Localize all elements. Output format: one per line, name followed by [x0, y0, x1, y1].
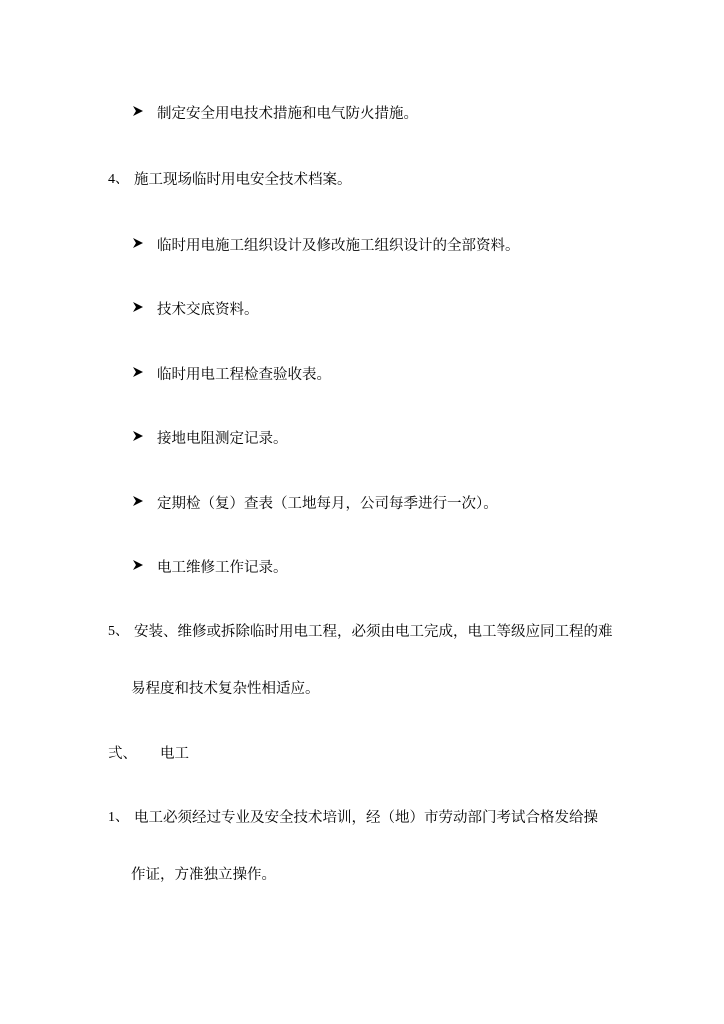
bullet-arrow-icon	[132, 301, 144, 313]
bullet-arrow-icon	[132, 559, 144, 571]
item-text: 电工必须经过专业及安全技术培训，经（地）市劳动部门考试合格发给操	[134, 810, 598, 826]
sub-item-text: 接地电阻测定记录。	[157, 431, 288, 447]
item-text: 安装、维修或拆除临时用电工程，必须由电工完成，电工等级应同工程的难	[134, 624, 613, 640]
bullet-arrow-icon	[132, 430, 144, 442]
section-title: 电工	[160, 746, 189, 762]
item-number: 4、	[108, 172, 129, 187]
bullet-arrow-icon	[132, 366, 144, 378]
bullet-arrow-icon	[132, 105, 144, 117]
item-text: 施工现场临时用电安全技术档案。	[134, 172, 352, 188]
item-number: 1、	[108, 810, 129, 825]
sub-item-text: 临时用电工程检查验收表。	[157, 367, 331, 383]
bullet-arrow-icon	[132, 237, 144, 249]
section-number: 弍、	[108, 746, 137, 762]
item-text-continued: 作证，方准独立操作。	[131, 867, 276, 883]
sub-item-text: 技术交底资料。	[157, 302, 259, 318]
bullet-text: 制定安全用电技术措施和电气防火措施。	[157, 106, 418, 122]
sub-item-text: 电工维修工作记录。	[157, 560, 288, 576]
bullet-arrow-icon	[132, 495, 144, 507]
sub-item-text: 临时用电施工组织设计及修改施工组织设计的全部资料。	[157, 238, 520, 254]
item-number: 5、	[108, 624, 129, 639]
item-text-continued: 易程度和技术复杂性相适应。	[131, 681, 320, 697]
sub-item-text: 定期检（复）查表（工地每月，公司每季进行一次）。	[157, 496, 498, 512]
